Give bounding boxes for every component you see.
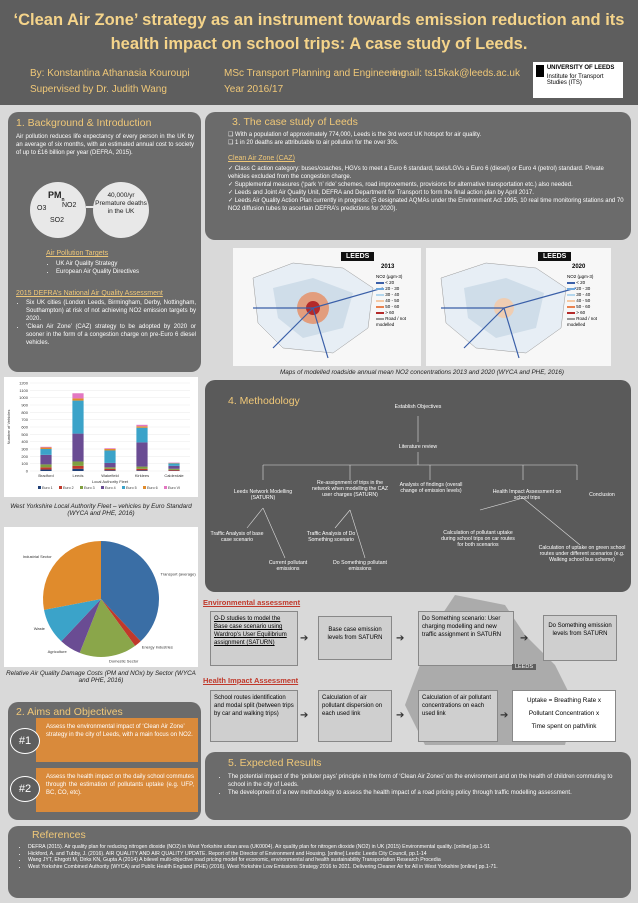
- supervisor: Supervised by Dr. Judith Wang: [30, 84, 167, 95]
- legend-swatch: [143, 486, 146, 489]
- x-axis-label: Local Authority Fleet: [91, 479, 129, 484]
- legend-swatch: [164, 486, 167, 489]
- y-tick-label: 400: [21, 439, 28, 445]
- arrow-right-icon: ➔: [300, 633, 309, 644]
- map-2013: [233, 248, 421, 366]
- deaths-circle: 40,000/yr Premature deaths in the UK: [93, 182, 149, 238]
- x-tick-label: Leeds: [72, 473, 84, 478]
- health-step-1: School routes identification and modal split (between trips by car and walking trips): [210, 690, 298, 742]
- legend-swatch: [59, 486, 62, 489]
- bar-segment: [40, 470, 51, 471]
- y-tick-label: 700: [21, 417, 28, 423]
- aim1-text: Assess the environmental impact of ‘Clean Air Zone’ strategy in the city of Leeds, with a main focus on NO2.: [46, 724, 193, 738]
- results-list: • The potential impact of the ‘polluter pays’ principle in the form of ‘Clean Air Zones’ on the environment and on the health of children commuting to school in the city of Leeds. • The development of a new methodology to assess the health impact of a road pricing policy through traffic modelling assessment.: [218, 773, 624, 797]
- pollutants-circle: $PM_n$ O3 NO2 SO2: [30, 182, 86, 238]
- map-2013-label: LEEDS: [341, 252, 374, 261]
- bar-segment: [72, 393, 83, 398]
- bar-segment: [40, 447, 51, 448]
- node-current-poll: Current pollutant emissions: [268, 560, 308, 572]
- section5-title: 5. Expected Results: [228, 757, 322, 769]
- health-step-3: Calculation of air pollutant concentrations on each used link: [418, 690, 498, 742]
- bar-segment: [40, 464, 51, 467]
- university-logo: UNIVERSITY OF LEEDS Institute for Transport Studies (ITS): [533, 62, 623, 98]
- legend-label: Euro 1: [42, 486, 53, 490]
- caz-list: ✓ Class C action category: buses/coaches, HGVs to meet a Euro 6 standard, taxis/LGVs a Euro 6 (diesel) or Euro 4 (petrol) standard. Private vehicles excluded from the congestion charge. ✓ Supplemental measures (‘park ‘n’ ride’ schemes, road improvements, provisions for alternative transportation etc.) also needed. ✓ Leeds and Joint Air Quality Unit, DEFRA and Department for Transport to form the final action plan by April 2017. ✓ Leeds Air Quality Action Plan currently in progress: (5 designated AQMAs under the Environment Act 1995, 10 real time monitoring stations and 70 NO2 diffusion tubes to ascertain DEFRA’s predictions for 2020).: [228, 166, 624, 212]
- y-tick-label: 200: [21, 453, 28, 459]
- map-2013-legend: NO2 (µgm-3) < 20 20 - 30 30 - 40 40 - 50 50 - 60 > 60 Road / not modelled: [376, 274, 407, 327]
- y-tick-label: 300: [21, 446, 28, 452]
- bar-segment: [104, 449, 115, 450]
- map-2020-year: 2020: [572, 264, 586, 270]
- aim2-text: Assess the health impact on the daily school commutes through the estimation of pollutants uptake (e.g. UFP, BC, CO, etc).: [46, 774, 194, 796]
- degree: MSc Transport Planning and Engineering: [224, 68, 407, 79]
- legend-swatch: [38, 486, 41, 489]
- env-assessment-title: Environmental assessment: [203, 598, 301, 607]
- arrow-right-icon: ➔: [396, 633, 405, 644]
- map-2020-legend: NO2 (µgm-3) < 20 20 - 30 30 - 40 40 - 50 50 - 60 > 60 Road / not modelled: [567, 274, 598, 327]
- node-reassign: Re-assignment of trips in the network when modelling the CAZ user charges (SATURN): [311, 480, 389, 498]
- section4-title: 4. Methodology: [228, 395, 300, 407]
- bar-segment: [104, 448, 115, 449]
- fleet-chart-caption: West Yorkshire Local Authority Fleet – vehicles by Euro Standard (WYCA and PHE, 2016): [10, 503, 192, 517]
- bar-segment: [40, 467, 51, 469]
- shield-icon: [536, 65, 544, 77]
- bar-segment: [136, 426, 147, 427]
- legend-label: Euro 5: [126, 486, 137, 490]
- targets-list: • UK Air Quality Strategy • European Air Quality Directives: [46, 260, 196, 276]
- x-tick-label: Kirklees: [134, 473, 150, 478]
- x-tick-label: Calderdale: [164, 473, 184, 478]
- bar-segment: [40, 455, 51, 465]
- plan-list: • Six UK cities (London Leeds, Birmingham, Derby, Nottingham, Southampton) at risk of not achieving NO2 emission targets by 2020. • ‘Clean Air Zone’ (CAZ) strategy to be adopted by 2020 or sooner in the form of a congestion charge on pre-Euro 6 diesel vehicles.: [16, 299, 196, 347]
- aim2-badge: #2: [10, 776, 40, 802]
- node-ds-poll: Do Something pollutant emissions: [333, 560, 387, 572]
- node-calc-uptake: Calculation of pollutant uptake during school trips on car routes for both scenarios: [441, 530, 515, 548]
- bar-segment: [136, 425, 147, 426]
- uptake-formula: Uptake = Breathing Rate x Pollutant Concentration x Time spent on path/link: [512, 690, 616, 742]
- y-tick-label: 1000: [19, 395, 28, 401]
- y-tick-label: 900: [21, 402, 28, 408]
- damage-cost-chart: [4, 527, 198, 667]
- caz-title: Clean Air Zone (CAZ): [228, 155, 295, 162]
- bar-segment: [136, 469, 147, 470]
- bar-segment: [136, 470, 147, 471]
- leeds-tag: LEEDS: [512, 664, 536, 670]
- section3-title: 3. The case study of Leeds: [232, 116, 358, 128]
- poster-title: ‘Clean Air Zone’ strategy as an instrument towards emission reduction and its health impact on school trips: A case study of Leeds.: [13, 11, 625, 53]
- bar-segment: [104, 450, 115, 462]
- section1-title: 1. Background & Introduction: [16, 117, 152, 129]
- bar-segment: [40, 448, 51, 449]
- bar-segment: [104, 469, 115, 470]
- intro-text: Air pollution reduces life expectancy of every person in the UK by an average of six months, with an estimated annual cost to society of up to £16 billion per year (DEFRA, 2015).: [16, 134, 194, 156]
- health-step-2: Calculation of air pollutant dispersion on each used link: [318, 690, 392, 742]
- bar-segment: [168, 470, 179, 471]
- node-literature: Literature review: [398, 444, 438, 450]
- references-list: • DEFRA (2015). Air quality plan for reducing nitrogen dioxide (NO2) in West Yorkshire urban area (UK0004). Air quality plan for nitrogen dioxide (NO2) in UK (2015) Environmental quality. [online] pp.1-51 • Hickford, A. and Tubby, J. (2016). AIR QUALITY AND AIR QUALITY UPDATE. Report of the Director of Environment and Housing. [online] Leeds: Leeds City Council, pp.1-14 • Wang JYT, Ehrgott M, Dirks KN, Gupta A (2014) A bilevel multi-objective road pricing model for economic, environmental and health sustainability Transportation Research Procedia • West Yorkshire Combined Authority (WYCA) and Public Health England (PHE) (2016). West Yorkshire Low Emissions Strategy 2016 to 2021. Delivering Cleaner Air for All in West Yorkshire [online] pp.1-71.: [18, 844, 626, 870]
- bar-segment: [104, 463, 115, 467]
- env-step-4: Do Something emission levels from SATURN: [543, 615, 617, 661]
- legend-swatch: [80, 486, 83, 489]
- targets-title: Air Pollution Targets: [46, 250, 109, 257]
- legend-swatch: [101, 486, 104, 489]
- section2-title: 2. Aims and Objectives: [16, 706, 123, 718]
- x-tick-label: Bradford: [38, 473, 54, 478]
- bar-segment: [136, 442, 147, 466]
- bar-segment: [168, 466, 179, 469]
- bar-segment: [72, 461, 83, 465]
- env-step-1: O-D studies to model the Base case scenario using Wardrop’s User Equilibrium assignment (SATURN): [210, 611, 298, 666]
- maps-caption: Maps of modelled roadside annual mean NO2 concentrations 2013 and 2020 (WYCA and PHE, 2016): [280, 369, 564, 376]
- bar-segment: [72, 401, 83, 434]
- arrow-right-icon: ➔: [396, 710, 405, 721]
- bar-segment: [168, 463, 179, 466]
- year: Year 2016/17: [224, 84, 284, 95]
- legend-label: Euro VI: [168, 486, 180, 490]
- health-assessment-title: Health Impact Assessment: [203, 676, 299, 685]
- pie-label: Industrial Sector: [22, 554, 52, 560]
- bar-segment: [168, 469, 179, 470]
- y-tick-label: 600: [21, 424, 28, 430]
- pie-label: Domestic Sector: [109, 658, 139, 664]
- y-tick-label: 1100: [19, 387, 28, 393]
- damage-chart-caption: Relative Air Quality Damage Costs (PM and NOx) by Sector (WYCA and PHE, 2016): [6, 670, 196, 684]
- legend-swatch: [122, 486, 125, 489]
- aim1-badge: #1: [10, 728, 40, 754]
- bar-segment: [72, 469, 83, 471]
- legend-label: Euro 3: [84, 486, 95, 490]
- author: By: Konstantina Athanasia Kouroupi: [30, 68, 190, 79]
- y-axis-label: Number of Vehicles: [6, 409, 11, 445]
- y-tick-label: 800: [21, 409, 28, 415]
- x-tick-label: Wakefield: [101, 473, 119, 478]
- bar-segment: [72, 466, 83, 469]
- node-green-route: Calculation of uptake on green school routes under different scenarios (e.g. Walking school bus scheme): [538, 545, 626, 563]
- bar-segment: [136, 467, 147, 469]
- env-step-3: Do Something scenario: User charging modelling and new traffic assignment in SATURN: [418, 611, 514, 666]
- y-tick-label: 1200: [19, 380, 28, 386]
- fleet-chart: [4, 377, 198, 497]
- node-conclusion: Conclusion: [589, 492, 615, 498]
- node-network: Leeds Network Modelling (SATURN): [233, 489, 293, 501]
- plan-title: 2015 DEFRA’s National Air Quality Assessment: [16, 290, 163, 297]
- bar-segment: [104, 467, 115, 468]
- node-analysis: Analysis of findings (overall change of emission levels): [399, 482, 463, 494]
- y-tick-label: 0: [25, 468, 28, 474]
- references-title: References: [32, 829, 86, 841]
- legend-label: Euro 6: [147, 486, 158, 490]
- y-tick-label: 100: [21, 461, 28, 467]
- fleet-bar-chart: [4, 377, 198, 497]
- bar-segment: [40, 449, 51, 455]
- bar-segment: [72, 398, 83, 400]
- y-tick-label: 500: [21, 431, 28, 437]
- map-2020-label: LEEDS: [538, 252, 571, 261]
- env-step-2: Base case emission levels from SATURN: [318, 616, 392, 660]
- bar-segment: [104, 470, 115, 471]
- pie-label: Transport (average): [160, 571, 196, 577]
- case-facts: ❑ With a population of approximately 774,000, Leeds is the 3rd worst UK hotspot for air quality. ❑ 1 in 20 deaths are attributable to air pollution for the over 30s.: [228, 132, 482, 146]
- node-uptake: Health Impact Assessment on school trips: [492, 489, 562, 501]
- pie-label: Energy Industries: [141, 644, 173, 650]
- connector: [86, 206, 94, 208]
- map-2013-year: 2013: [381, 264, 395, 270]
- node-traffic-base: Traffic Analysis of base case scenario: [210, 531, 264, 543]
- bar-segment: [136, 428, 147, 443]
- map-2020: [426, 248, 611, 366]
- email: e-mail: ts15kak@leeds.ac.uk: [392, 68, 520, 79]
- bar-segment: [72, 434, 83, 462]
- arrow-right-icon: ➔: [500, 710, 509, 721]
- pie-slice: [43, 541, 101, 610]
- damage-pie-chart: [4, 527, 198, 667]
- node-traffic-ds: Traffic Analysis of Do Something scenario: [306, 531, 356, 543]
- pie-label: Waste: [33, 625, 45, 631]
- pie-label: Agriculture: [47, 649, 67, 655]
- legend-label: Euro 4: [105, 486, 116, 490]
- legend-label: Euro 2: [63, 486, 74, 490]
- arrow-right-icon: ➔: [520, 633, 529, 644]
- node-establish: Establish Objectives: [394, 404, 442, 410]
- arrow-right-icon: ➔: [300, 710, 309, 721]
